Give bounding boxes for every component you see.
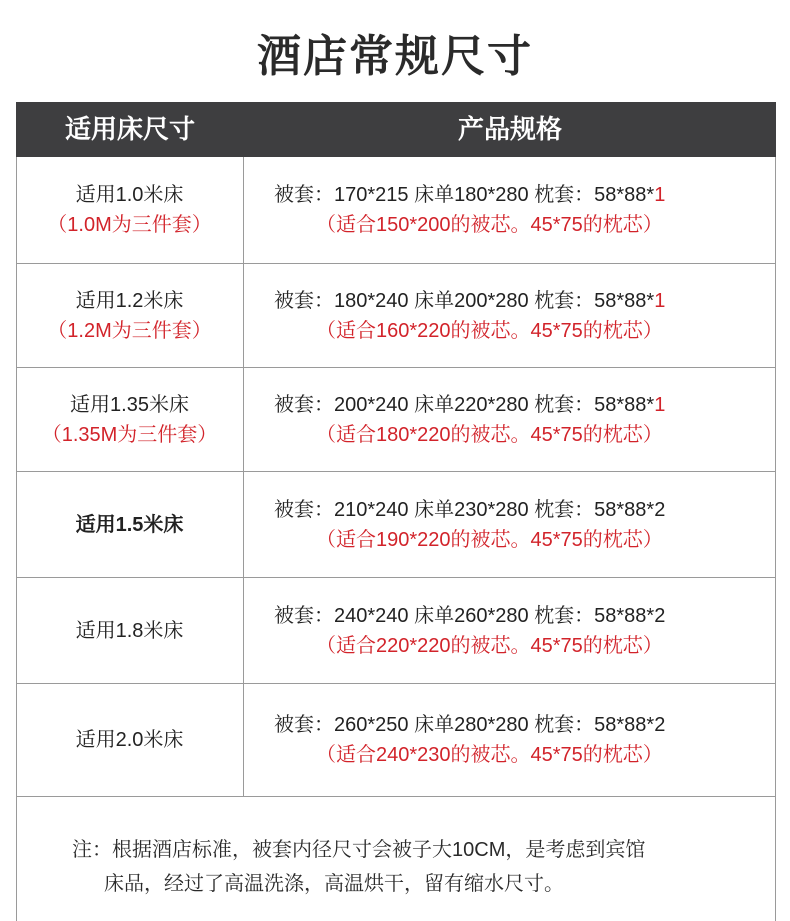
page-title: 酒店常规尺寸 (257, 32, 533, 81)
spec-note: （适合190*220的被芯。45*75的枕芯） (316, 528, 663, 551)
pillowcase-count: 1 (654, 184, 666, 206)
table-row (16, 684, 776, 797)
bed-size-label: 适用2.0米床 (75, 729, 184, 751)
pillowcase-count: 2 (654, 714, 666, 736)
bed-size-label: 适用1.2米床 (75, 289, 184, 312)
spec-cell (244, 368, 776, 471)
bed-size-cell (16, 264, 244, 367)
note-row (16, 797, 776, 921)
spec-main: 被套：170*215 床单180*280 枕套：58*88*1 (274, 184, 666, 206)
bed-size-cell (16, 578, 244, 683)
table-header (16, 102, 776, 157)
footnote-line-1: 注：根据酒店标准，被套内径尺寸会被子大10CM，是考虑到宾馆 (72, 839, 646, 861)
spec-main: 被套：210*240 床单230*280 枕套：58*88*2 (274, 498, 666, 521)
footnote (16, 797, 774, 921)
table-row (16, 472, 776, 578)
spec-note: （适合150*200的被芯。45*75的枕芯） (316, 214, 663, 236)
pillowcase-count: 1 (654, 393, 666, 416)
bed-size-cell (16, 472, 244, 577)
spec-main: 被套：180*240 床单200*280 枕套：58*88*1 (274, 289, 666, 312)
spec-note: （适合180*220的被芯。45*75的枕芯） (316, 423, 663, 446)
spec-cell (244, 157, 776, 263)
spec-main: 被套：200*240 床单220*280 枕套：58*88*1 (274, 393, 666, 416)
footnote-line-2: 床品，经过了高温洗涤，高温烘干，留有缩水尺寸。 (104, 873, 564, 895)
spec-cell (244, 472, 776, 577)
spec-cell (244, 684, 776, 796)
table-row (16, 578, 776, 684)
pillowcase-count: 2 (654, 604, 666, 627)
spec-note: （适合220*220的被芯。45*75的枕芯） (316, 634, 663, 657)
header-product-spec: 产品规格 (457, 114, 562, 144)
bed-size-label: 适用1.5米床 (75, 513, 184, 536)
spec-cell (244, 578, 776, 683)
bed-size-cell (16, 157, 244, 263)
spec-note: （适合240*230的被芯。45*75的枕芯） (316, 744, 663, 766)
bed-size-label: 适用1.8米床 (75, 619, 184, 642)
set-note: （1.35M为三件套） (41, 423, 218, 446)
set-note: （1.0M为三件套） (47, 214, 212, 236)
pillowcase-count: 1 (654, 289, 666, 312)
spec-cell (244, 264, 776, 367)
spec-main: 被套：260*250 床单280*280 枕套：58*88*2 (274, 714, 666, 736)
bed-size-cell (16, 684, 244, 796)
pillowcase-count: 2 (654, 498, 666, 521)
table-row (16, 157, 776, 264)
table-row (16, 264, 776, 368)
size-table (16, 102, 776, 921)
set-note: （1.2M为三件套） (47, 319, 212, 342)
spec-main: 被套：240*240 床单260*280 枕套：58*88*2 (274, 604, 666, 627)
bed-size-label: 适用1.0米床 (75, 184, 184, 206)
bed-size-cell (16, 368, 244, 471)
bed-size-label: 适用1.35米床 (70, 393, 189, 416)
table-row (16, 368, 776, 472)
header-bed-size: 适用床尺寸 (64, 114, 195, 144)
spec-note: （适合160*220的被芯。45*75的枕芯） (316, 319, 663, 342)
